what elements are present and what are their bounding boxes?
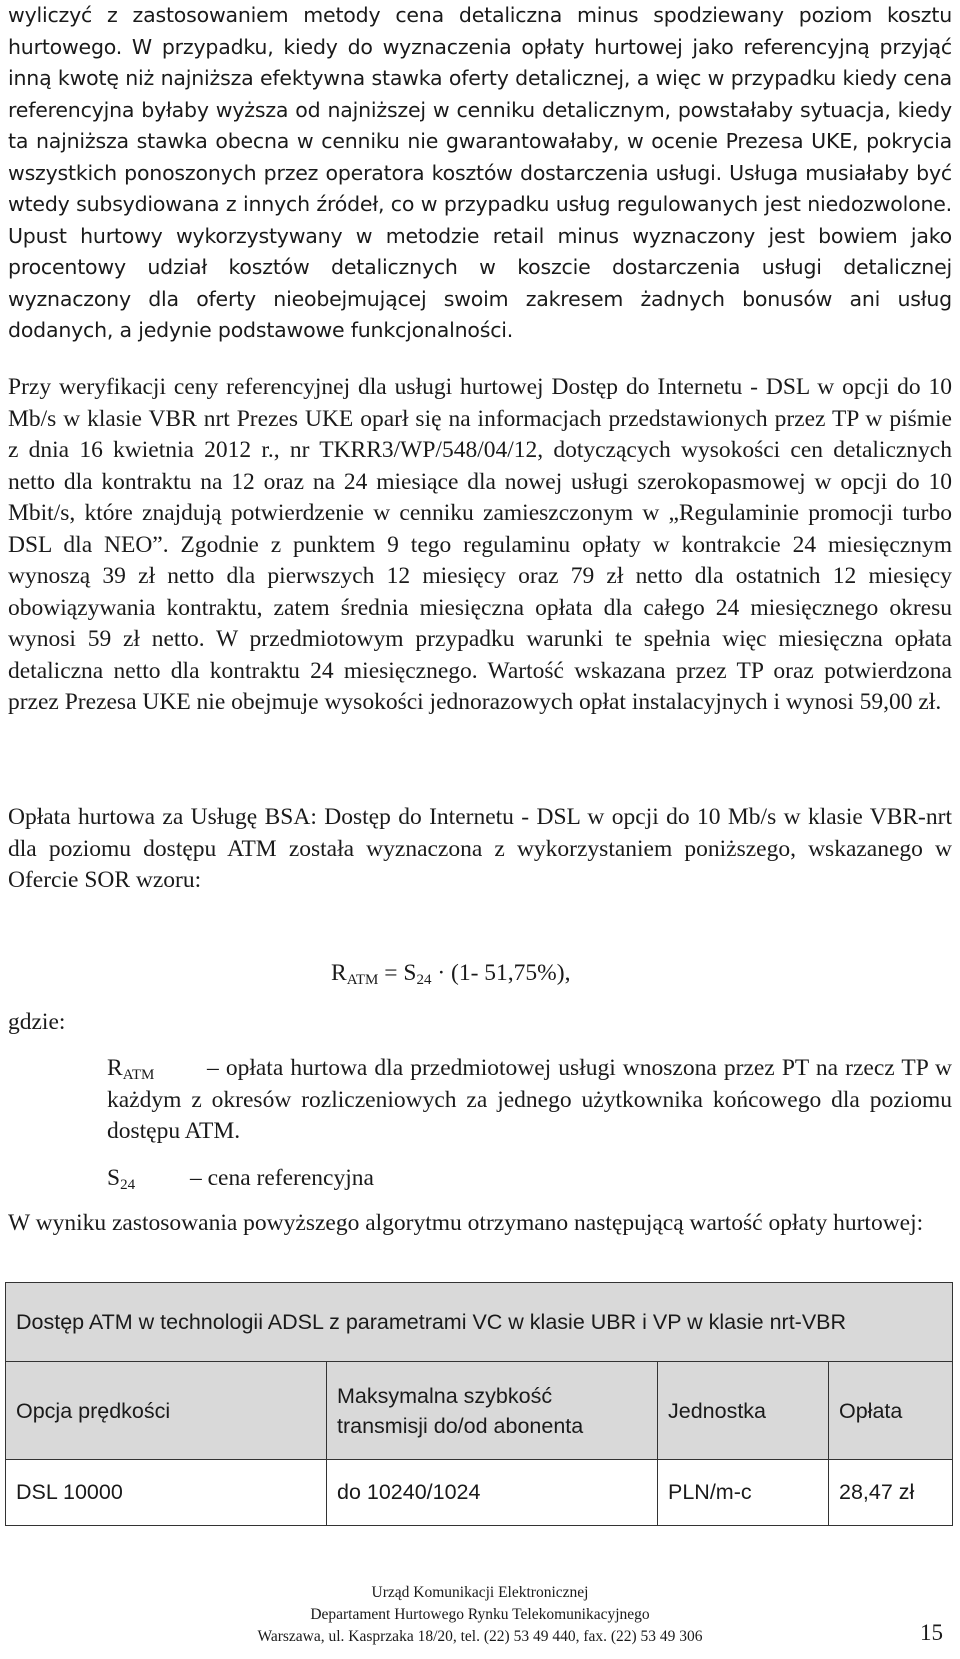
table-header: Jednostka (658, 1362, 829, 1460)
paragraph-result: W wyniku zastosowania powyższego algorytmu otrzymano następującą wartość opłaty hurtowej: (8, 1210, 924, 1236)
symbol-letter: S (107, 1165, 121, 1191)
formula-rhs: · (1- 51,75%), (431, 960, 571, 986)
table-title: Dostęp ATM w technologii ADSL z parametrami VC w klasie UBR i VP w klasie nrt-VBR (6, 1283, 953, 1362)
definition-symbol (107, 1163, 135, 1202)
footer-department: Departament Hurtowego Rynku Telekomunikacyjnego (310, 1606, 650, 1623)
symbol-subscript: 24 (120, 1177, 136, 1193)
definition-text: – cena referencyjna (190, 1165, 374, 1191)
symbol-letter: R (107, 1055, 123, 1081)
symbol-subscript: ATM (122, 1067, 155, 1083)
paragraph-part: Upust hurtowy wykorzystywany w metodzie retail minus wyznaczony jest bowiem jako procentowy udział kosztów detalicznych w koszcie dostarczenia usługi detalicznej wyznaczony dla oferty nieobejmującej swoim zakresem żadnych bonusów ani usług dodanych, a jedynie podstawowe funkcjonalności. (8, 223, 952, 342)
fee-formula (331, 960, 570, 989)
paragraph-wholesale-fee: Opłata hurtowa za Usługę BSA: Dostęp do Internetu - DSL w opcji do 10 Mb/s w klasie VBR-nrt dla poziomu dostępu ATM została wyznaczona z wykorzystaniem poniższego, wskazanego w Ofercie SOR wzoru: (8, 804, 952, 893)
footer-institution: Urząd Komunikacji Elektronicznej (371, 1584, 589, 1601)
table-header: Opłata (829, 1362, 953, 1460)
formula-rhs-subscript: 24 (416, 972, 432, 988)
definition-text: – opłata hurtowa dla przedmiotowej usługi wnoszona przez PT na rzecz TP w każdym z okresów rozliczeniowych za jednego użytkownika końcowego dla poziomu dostępu ATM. (107, 1055, 952, 1144)
gdzie-label: gdzie: (8, 1009, 66, 1035)
footer-address: Warszawa, ul. Kasprzaka 18/20, tel. (22) 53 49 440, fax. (22) 53 49 306 (257, 1628, 703, 1645)
formula-lhs: R (331, 960, 347, 986)
paragraph-retail-minus (8, 0, 952, 347)
formula-lhs-subscript: ATM (346, 972, 379, 988)
table-cell: do 10240/1024 (327, 1460, 658, 1526)
paragraph-part: wyliczyć z zastosowaniem metody cena detaliczna minus spodziewany poziom kosztu hurtowego. W przypadku, kiedy do wyznaczenia opłaty hurtowej jako referencyjną przyjąć inną kwotę niż najniższa efektywna stawka oferty detalicznej, a więc w przypadku kiedy cena referencyjna byłaby wyższa od najniższej w cenniku detalicznym, powstałaby sytuacja, kiedy ta najniższa stawka obecna w cenniku nie gwarantowałaby, w ocenie Prezesa UKE, pokrycia wszystkich ponoszonych przez operatora kosztów dostarczenia usługi. (8, 3, 952, 185)
wholesale-fee-table (5, 1282, 953, 1526)
table-cell: 28,47 zł (829, 1460, 953, 1526)
table-cell: DSL 10000 (6, 1460, 327, 1526)
page-number: 15 (920, 1620, 943, 1645)
table-header: Opcja prędkości (6, 1362, 327, 1460)
table-cell: PLN/m-c (658, 1460, 829, 1526)
formula-eq: = S (378, 960, 417, 986)
paragraph-reference-price: Przy weryfikacji ceny referencyjnej dla usługi hurtowej Dostęp do Internetu - DSL w opcji do 10 Mb/s w klasie VBR nrt Prezes UKE oparł się na informacjach przedstawionych przez TP w piśmie z dnia 16 kwietnia 2012 r., nr TKRR3/WP/548/04/12, dotyczących wysokości cen detalicznych netto dla kontraktu na 12 oraz na 24 miesiące dla nowej usługi szerokopasmowej w opcji do 10 Mbit/s, które znajdują potwierdzenie w cenniku zamieszczonym w „Regulaminie promocji turbo DSL dla NEO”. Zgodnie z punktem 9 tego regulaminu opłaty w kontrakcie 24 miesięcznym wynoszą 39 zł netto dla pierwszych 12 miesięcy oraz 79 zł netto dla ostatnich 12 miesięcy obowiązywania kontraktu, zatem średnia miesięczna opłata dla całego 24 miesięcznego okresu wynosi 59 zł netto. W przedmiotowym przypadku warunki te spełnia więc miesięczna opłata detaliczna netto dla kontraktu 24 miesięcznego. Wartość wskazana przez TP oraz potwierdzona przez Prezesa UKE nie obejmuje wysokości jednorazowych opłat instalacyjnych i wynosi 59,00 zł. (8, 374, 952, 715)
table-header: Maksymalna szybkość transmisji do/od abonenta (327, 1362, 658, 1460)
paragraph-part: Usługa musiałaby być wtedy subsydiowana z innych źródeł, co w przypadku usług regulowanych jest niedozwolone. (8, 160, 952, 216)
